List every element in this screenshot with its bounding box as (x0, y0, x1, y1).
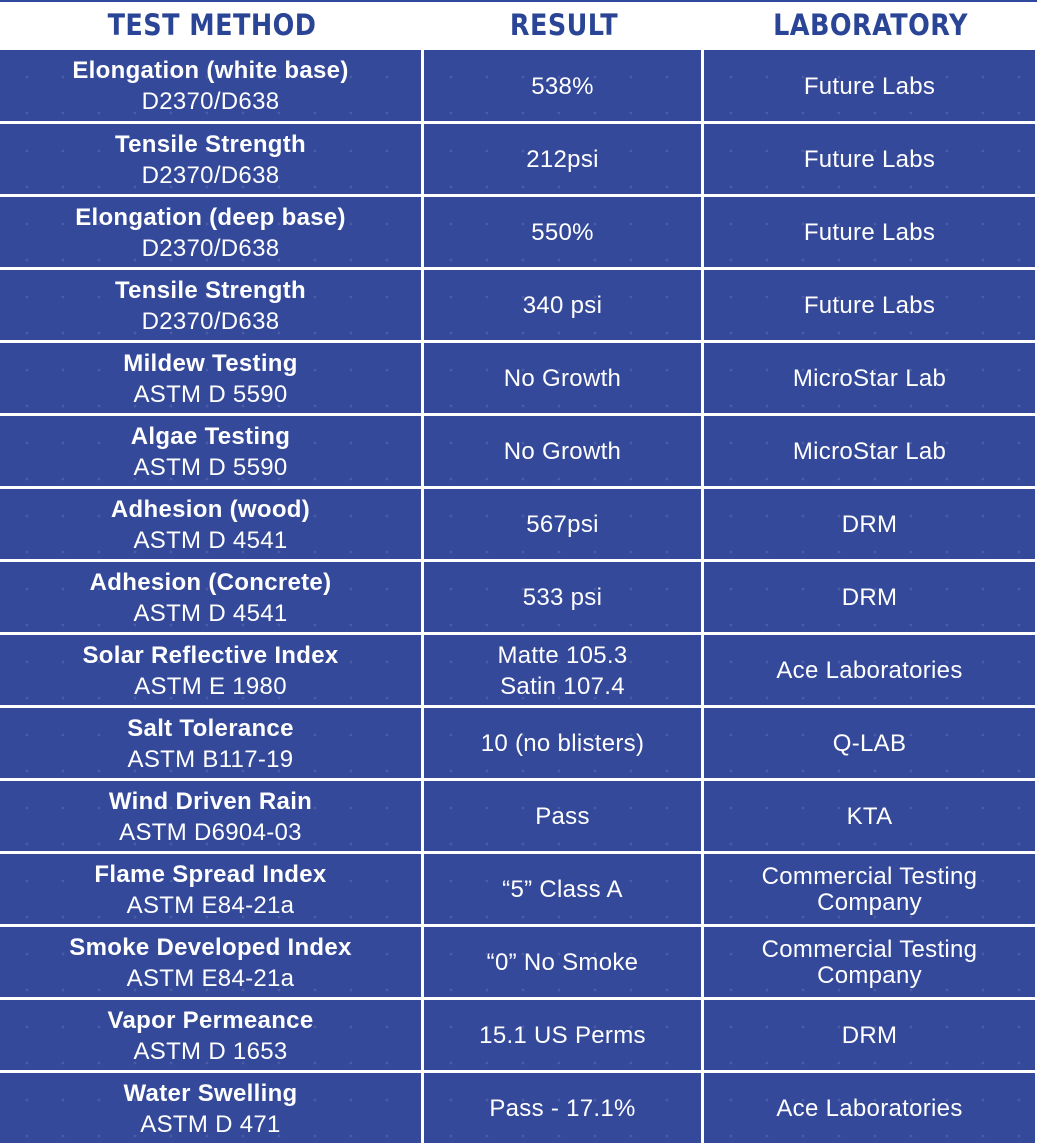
result-cell (424, 48, 704, 121)
test-name: Flame Spread Index (94, 860, 327, 888)
test-standard: ASTM D6904-03 (119, 818, 302, 846)
result-value: Matte 105.3 (497, 641, 628, 669)
laboratory-cell (704, 267, 1037, 340)
result-value: “0” No Smoke (486, 949, 639, 976)
test-method-cell (0, 924, 424, 997)
test-name: Tensile Strength (114, 130, 307, 158)
test-name: Solar Reflective Index (82, 641, 339, 669)
laboratory-cell (704, 924, 1037, 997)
result-value: “5” Class A (502, 876, 623, 903)
result-cell (424, 340, 704, 413)
test-standard: ASTM E84-21a (126, 891, 295, 919)
result-value: 10 (no blisters) (480, 730, 645, 757)
laboratory-name: Company (817, 888, 922, 916)
test-name: Vapor Permeance (107, 1006, 314, 1034)
test-standard: ASTM D 4541 (133, 599, 288, 627)
test-method-cell (0, 121, 424, 194)
test-method-cell (0, 851, 424, 924)
test-name: Adhesion (Concrete) (89, 568, 332, 596)
laboratory-name: Future Labs (803, 292, 936, 319)
result-value: 550% (531, 219, 594, 246)
test-standard: ASTM B117-19 (127, 745, 294, 773)
result-value: Pass (535, 803, 590, 830)
result-value: 212psi (526, 146, 599, 173)
laboratory-cell (704, 413, 1037, 486)
laboratory-name: MicroStar Lab (792, 365, 947, 392)
result-value: 340 psi (522, 292, 603, 319)
result-cell (424, 1070, 704, 1143)
test-standard: ASTM D 4541 (133, 526, 288, 554)
laboratory-name: KTA (846, 803, 893, 830)
test-standard: D2370/D638 (141, 88, 280, 115)
test-standard: ASTM D 1653 (133, 1037, 288, 1065)
laboratory-cell (704, 778, 1037, 851)
test-standard: ASTM E 1980 (134, 672, 287, 700)
header-test-method: TEST METHOD (107, 8, 317, 42)
result-cell (424, 413, 704, 486)
table-body (0, 48, 1037, 1143)
laboratory-cell (704, 1070, 1037, 1143)
laboratory-name: Q-LAB (832, 730, 907, 757)
test-method-cell (0, 997, 424, 1070)
test-method-cell (0, 267, 424, 340)
test-name: Elongation (deep base) (75, 203, 346, 231)
result-cell (424, 486, 704, 559)
laboratory-name: Future Labs (803, 146, 936, 173)
laboratory-name: Company (817, 961, 922, 989)
result-cell (424, 194, 704, 267)
result-cell (424, 705, 704, 778)
test-method-cell (0, 632, 424, 705)
laboratory-name: MicroStar Lab (792, 438, 947, 465)
laboratory-name: Commercial Testing (761, 862, 978, 890)
result-cell (424, 997, 704, 1070)
test-name: Adhesion (wood) (110, 495, 311, 523)
laboratory-name: Future Labs (803, 72, 936, 100)
laboratory-name: Commercial Testing (761, 935, 978, 963)
result-value: Pass - 17.1% (489, 1095, 636, 1122)
laboratory-cell (704, 705, 1037, 778)
test-method-cell (0, 1070, 424, 1143)
result-cell (424, 121, 704, 194)
laboratory-cell (704, 48, 1037, 121)
laboratory-name: Ace Laboratories (776, 657, 963, 684)
result-value: 533 psi (522, 584, 603, 611)
test-name: Water Swelling (123, 1079, 298, 1107)
laboratory-cell (704, 559, 1037, 632)
test-name: Algae Testing (130, 422, 291, 450)
result-value: Satin 107.4 (500, 672, 625, 700)
result-value: No Growth (503, 438, 622, 465)
result-cell (424, 778, 704, 851)
test-name: Mildew Testing (123, 349, 298, 377)
test-name: Elongation (white base) (72, 57, 349, 84)
test-name: Salt Tolerance (127, 714, 294, 742)
result-cell (424, 632, 704, 705)
result-cell (424, 559, 704, 632)
laboratory-name: DRM (841, 511, 898, 538)
test-standard: D2370/D638 (141, 307, 280, 335)
test-method-cell (0, 340, 424, 413)
test-method-cell (0, 778, 424, 851)
result-value: 538% (531, 72, 594, 100)
test-standard: ASTM D 5590 (133, 453, 288, 481)
result-cell (424, 924, 704, 997)
laboratory-cell (704, 340, 1037, 413)
laboratory-cell (704, 121, 1037, 194)
laboratory-name: Ace Laboratories (776, 1095, 963, 1122)
laboratory-cell (704, 486, 1037, 559)
laboratory-cell (704, 194, 1037, 267)
test-standard: D2370/D638 (141, 234, 280, 262)
test-name: Tensile Strength (114, 276, 307, 304)
test-standard: ASTM D 471 (140, 1110, 281, 1138)
result-cell (424, 851, 704, 924)
test-standard: ASTM D 5590 (133, 380, 288, 408)
laboratory-cell (704, 632, 1037, 705)
laboratory-name: DRM (841, 584, 898, 611)
test-method-cell (0, 559, 424, 632)
result-value: No Growth (503, 365, 622, 392)
test-standard: ASTM E84-21a (126, 964, 295, 992)
result-value: 15.1 US Perms (479, 1022, 646, 1049)
header-laboratory: LABORATORY (773, 8, 968, 42)
result-cell (424, 267, 704, 340)
laboratory-cell (704, 997, 1037, 1070)
header-result: RESULT (509, 8, 619, 42)
laboratory-name: DRM (841, 1022, 898, 1049)
result-value: 567psi (526, 511, 599, 538)
test-name: Smoke Developed Index (69, 933, 352, 961)
test-method-cell (0, 705, 424, 778)
test-method-cell (0, 194, 424, 267)
test-method-cell (0, 413, 424, 486)
test-method-cell (0, 48, 424, 121)
test-name: Wind Driven Rain (108, 787, 313, 815)
test-method-cell (0, 486, 424, 559)
table-header (0, 2, 1037, 48)
test-standard: D2370/D638 (141, 161, 280, 189)
laboratory-cell (704, 851, 1037, 924)
laboratory-name: Future Labs (803, 219, 936, 246)
